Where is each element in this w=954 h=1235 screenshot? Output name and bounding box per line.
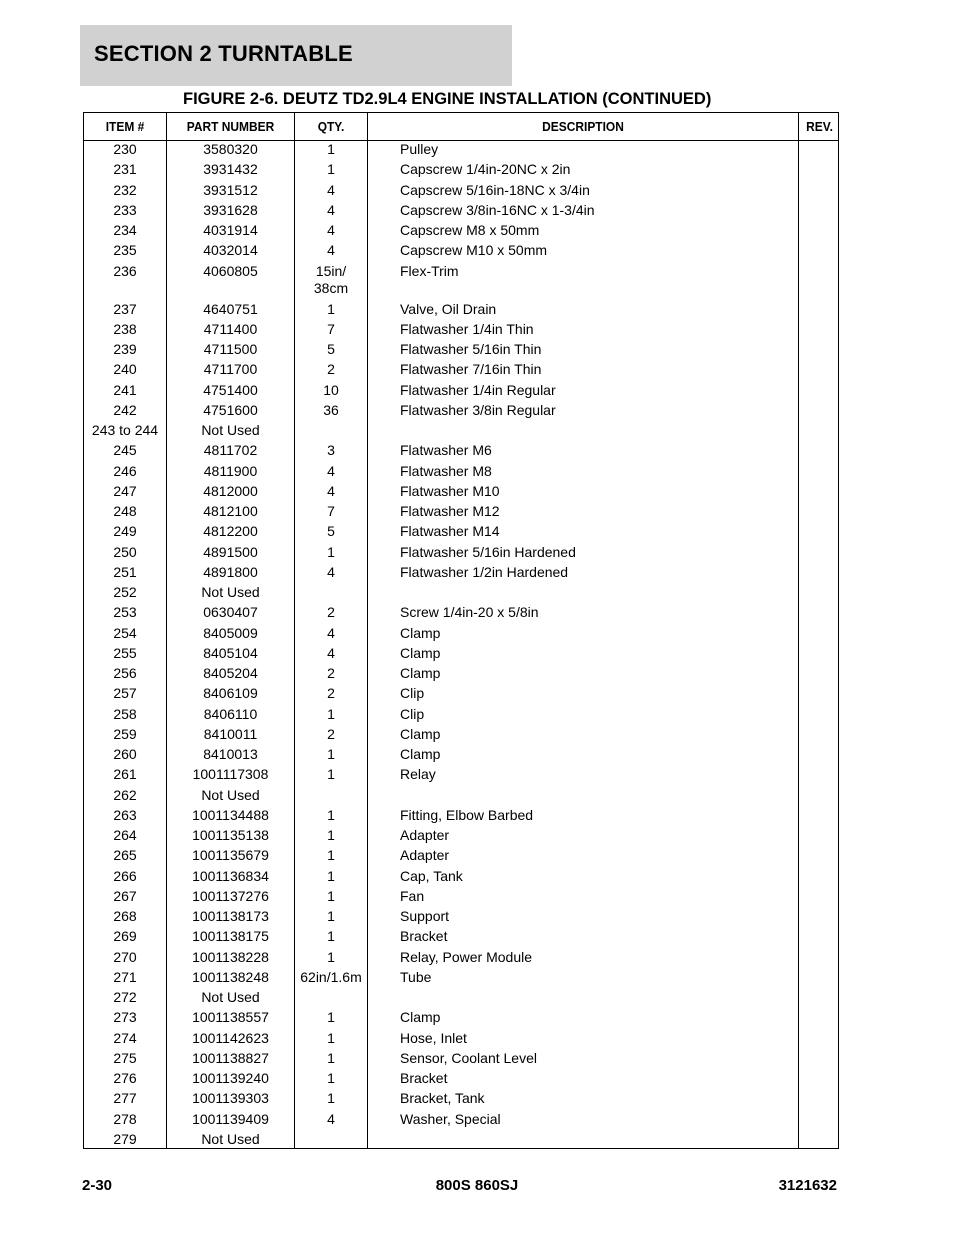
row-qty: 2 xyxy=(327,725,335,742)
row-qty: 2 xyxy=(327,604,335,621)
row-qty: 4 xyxy=(327,1110,335,1127)
row-item: 254 xyxy=(113,624,137,641)
row-qty: 4 xyxy=(327,242,335,259)
row-description: Flatwasher 5/16in Thin xyxy=(400,341,542,357)
table-row xyxy=(84,726,838,746)
table-row xyxy=(84,1050,838,1070)
row-part-number: 1001138173 xyxy=(192,908,269,924)
row-description: Clamp xyxy=(400,665,441,681)
row-item: 246 xyxy=(113,462,137,479)
row-item: 277 xyxy=(113,1090,137,1107)
row-description: Relay xyxy=(400,766,436,783)
row-part-number: 4751600 xyxy=(203,401,258,418)
row-part-number: Not Used xyxy=(201,584,260,600)
row-item: 235 xyxy=(113,242,137,259)
row-description: Flatwasher 1/4in Regular xyxy=(400,381,556,398)
row-part-number: 8410013 xyxy=(203,746,258,762)
row-item: 242 xyxy=(113,401,137,418)
row-description: Flatwasher M10 xyxy=(400,482,500,499)
row-qty: 62in/1.6m xyxy=(300,968,362,985)
table-header-row xyxy=(84,113,838,141)
row-item: 265 xyxy=(113,847,137,864)
row-item: 252 xyxy=(113,584,137,600)
table-row xyxy=(84,888,838,908)
row-qty: 1 xyxy=(327,300,335,317)
table-row xyxy=(84,807,838,827)
row-qty: 4 xyxy=(327,563,335,580)
table-row xyxy=(84,263,838,301)
row-qty: 1 xyxy=(327,908,335,924)
row-part-number: 4812100 xyxy=(203,503,258,519)
header-item: ITEM # xyxy=(105,119,145,134)
row-item: 249 xyxy=(113,523,137,540)
row-qty: 1 xyxy=(327,1090,335,1107)
row-description: Hose, Inlet xyxy=(400,1029,467,1046)
row-item: 231 xyxy=(113,161,137,178)
row-item: 268 xyxy=(113,908,137,924)
table-row xyxy=(84,182,838,202)
row-qty: 1 xyxy=(327,1049,335,1066)
row-item: 243 to 244 xyxy=(91,422,159,438)
row-description: Flatwasher 1/4in Thin xyxy=(400,320,534,337)
row-part-number: 8405009 xyxy=(203,624,258,641)
row-description: Clamp xyxy=(400,1009,441,1026)
row-part-number: 0630407 xyxy=(203,604,258,621)
row-qty: 1 xyxy=(327,543,335,560)
table-row xyxy=(84,503,838,523)
row-qty: 2 xyxy=(327,665,335,681)
table-row xyxy=(84,1090,838,1110)
row-part-number: 1001138228 xyxy=(192,948,269,965)
row-qty: 1 xyxy=(327,847,335,864)
row-part-number: 1001136834 xyxy=(192,867,269,884)
row-item: 269 xyxy=(113,928,137,945)
row-item: 279 xyxy=(113,1130,137,1147)
model-name: 800S 860SJ xyxy=(435,1177,519,1194)
row-part-number: 4811702 xyxy=(203,442,258,459)
row-item: 270 xyxy=(113,948,137,965)
row-part-number: 4812200 xyxy=(203,523,258,540)
row-qty: 36 xyxy=(323,401,339,418)
row-part-number: 1001138827 xyxy=(192,1049,269,1066)
row-part-number: 1001139240 xyxy=(192,1070,269,1086)
row-part-number: 1001135679 xyxy=(192,847,269,864)
row-qty: 1 xyxy=(327,1070,335,1086)
row-description: Flatwasher 1/2in Hardened xyxy=(400,563,569,580)
row-description: Flatwasher 3/8in Regular xyxy=(400,401,556,418)
table-row xyxy=(84,341,838,361)
row-description: Adapter xyxy=(400,827,450,843)
row-part-number: 4031914 xyxy=(203,222,258,238)
table-row xyxy=(84,706,838,726)
section-header xyxy=(80,25,512,86)
row-qty: 1 xyxy=(327,887,335,904)
table-row xyxy=(84,321,838,341)
row-part-number: 1001135138 xyxy=(192,827,269,843)
table-row xyxy=(84,483,838,503)
table-row xyxy=(84,685,838,705)
row-qty: 1 xyxy=(327,141,335,157)
row-description: Capscrew M8 x 50mm xyxy=(400,222,540,238)
row-item: 230 xyxy=(113,141,137,157)
header-part-number: PART NUMBER xyxy=(186,119,275,134)
row-description: Capscrew M10 x 50mm xyxy=(400,242,548,259)
row-item: 248 xyxy=(113,503,137,519)
row-item: 250 xyxy=(113,543,137,560)
table-row xyxy=(84,202,838,222)
row-item: 278 xyxy=(113,1110,137,1127)
row-description: Flatwasher M6 xyxy=(400,442,492,459)
row-qty: 4 xyxy=(327,181,335,198)
row-description: Bracket, Tank xyxy=(400,1090,485,1107)
row-item: 257 xyxy=(113,685,137,702)
row-item: 238 xyxy=(113,320,137,337)
row-description: Flatwasher M14 xyxy=(400,523,500,540)
row-item: 275 xyxy=(113,1049,137,1066)
row-qty: 3 xyxy=(327,442,335,459)
row-item: 261 xyxy=(113,766,137,783)
row-qty: 1 xyxy=(327,867,335,884)
table-row xyxy=(84,665,838,685)
row-qty: 1 xyxy=(327,161,335,178)
row-qty: 4 xyxy=(327,222,335,238)
row-description: Adapter xyxy=(400,847,450,864)
row-description: Flatwasher 7/16in Thin xyxy=(400,361,542,378)
header-qty: QTY. xyxy=(317,119,345,134)
row-description: Screw 1/4in-20 x 5/8in xyxy=(400,604,539,621)
table-row xyxy=(84,908,838,928)
table-row xyxy=(84,382,838,402)
row-part-number: 1001138248 xyxy=(192,968,269,985)
row-part-number: Not Used xyxy=(201,989,260,1005)
row-qty: 1 xyxy=(327,1009,335,1026)
row-part-number: 4711500 xyxy=(203,341,258,357)
row-description: Pulley xyxy=(400,141,439,157)
table-row xyxy=(84,827,838,847)
row-part-number: Not Used xyxy=(201,1130,260,1147)
row-description: Capscrew 3/8in-16NC x 1-3/4in xyxy=(400,201,595,218)
row-description: Fitting, Elbow Barbed xyxy=(400,806,534,823)
row-part-number: Not Used xyxy=(201,422,260,438)
row-description: Flatwasher M8 xyxy=(400,462,492,479)
row-description: Relay, Power Module xyxy=(400,948,533,965)
row-part-number: 3580320 xyxy=(203,141,258,157)
row-description: Bracket xyxy=(400,928,448,945)
row-part-number: 8406109 xyxy=(203,685,258,702)
section-title: SECTION 2 TURNTABLE xyxy=(94,41,353,66)
row-item: 266 xyxy=(113,867,137,884)
table-row xyxy=(84,787,838,807)
row-part-number: 4640751 xyxy=(203,300,258,317)
row-qty: 4 xyxy=(327,462,335,479)
row-part-number: 1001139303 xyxy=(192,1090,269,1107)
row-part-number: 4751400 xyxy=(203,381,258,398)
row-description: Tube xyxy=(400,968,432,985)
row-item: 236 xyxy=(113,262,137,279)
row-item: 245 xyxy=(113,442,137,459)
table-row xyxy=(84,361,838,381)
row-item: 264 xyxy=(113,827,137,843)
row-item: 276 xyxy=(113,1070,137,1086)
row-part-number: 8405104 xyxy=(203,644,258,661)
page-number: 2-30 xyxy=(82,1177,113,1194)
table-row xyxy=(84,242,838,262)
row-qty: 1 xyxy=(327,827,335,843)
table-row xyxy=(84,949,838,969)
row-part-number: 4891500 xyxy=(203,543,258,560)
table-row xyxy=(84,564,838,584)
row-part-number: 4812000 xyxy=(203,482,258,499)
row-part-number: 4060805 xyxy=(203,262,258,279)
table-row xyxy=(84,301,838,321)
row-item: 259 xyxy=(113,725,137,742)
row-description: Washer, Special xyxy=(400,1110,501,1127)
row-qty: 1 xyxy=(327,948,335,965)
row-part-number: 1001139409 xyxy=(192,1110,269,1127)
parts-table xyxy=(83,112,839,1149)
table-row xyxy=(84,422,838,442)
row-qty: 1 xyxy=(327,705,335,722)
row-description: Fan xyxy=(400,887,425,904)
row-description: Bracket xyxy=(400,1070,448,1086)
table-row xyxy=(84,766,838,786)
row-part-number: 3931432 xyxy=(203,161,258,178)
row-qty: 2 xyxy=(327,361,335,378)
row-item: 241 xyxy=(113,381,137,398)
table-row xyxy=(84,222,838,242)
table-row xyxy=(84,746,838,766)
row-part-number: 4032014 xyxy=(203,242,258,259)
row-item: 239 xyxy=(113,341,137,357)
table-row xyxy=(84,1131,838,1151)
row-item: 271 xyxy=(113,968,137,985)
table-row xyxy=(84,868,838,888)
row-part-number: 1001137276 xyxy=(192,887,269,904)
row-part-number: 8410011 xyxy=(203,725,258,742)
row-description: Flex-Trim xyxy=(400,262,459,279)
row-part-number: 3931628 xyxy=(203,201,258,218)
row-item: 267 xyxy=(113,887,137,904)
row-item: 258 xyxy=(113,705,137,722)
document-number: 3121632 xyxy=(778,1177,837,1194)
row-part-number: 4811900 xyxy=(203,462,258,479)
table-row xyxy=(84,584,838,604)
row-description: Clip xyxy=(400,705,425,722)
row-part-number: 4711400 xyxy=(203,320,258,337)
row-qty: 1 xyxy=(327,1029,335,1046)
row-description: Cap, Tank xyxy=(400,867,463,884)
row-item: 240 xyxy=(113,361,137,378)
row-item: 253 xyxy=(113,604,137,621)
row-qty: 5 xyxy=(327,523,335,540)
row-qty: 1 xyxy=(327,766,335,783)
row-qty: 4 xyxy=(327,624,335,641)
table-row xyxy=(84,1009,838,1029)
table-row xyxy=(84,402,838,422)
table-row xyxy=(84,544,838,564)
row-part-number: 8405204 xyxy=(203,665,258,681)
row-item: 255 xyxy=(113,644,137,661)
row-qty: 4 xyxy=(327,201,335,218)
row-part-number: 3931512 xyxy=(203,181,258,198)
table-row xyxy=(84,625,838,645)
table-row xyxy=(84,928,838,948)
row-description: Clamp xyxy=(400,624,441,641)
row-part-number: 8406110 xyxy=(203,705,258,722)
row-item: 251 xyxy=(113,563,137,580)
table-row xyxy=(84,161,838,181)
table-row xyxy=(84,645,838,665)
row-item: 262 xyxy=(113,786,137,803)
row-qty: 7 xyxy=(327,503,335,519)
row-part-number: 1001138175 xyxy=(192,928,269,945)
row-description: Support xyxy=(400,908,450,924)
row-item: 247 xyxy=(113,482,137,499)
row-description: Flatwasher M12 xyxy=(400,503,500,519)
row-description: Flatwasher 5/16in Hardened xyxy=(400,543,576,560)
row-description: Clamp xyxy=(400,644,441,661)
row-qty: 10 xyxy=(323,381,339,398)
row-qty: 5 xyxy=(327,341,335,357)
row-part-number: 1001142623 xyxy=(192,1029,269,1046)
table-row xyxy=(84,1030,838,1050)
header-description: DESCRIPTION xyxy=(542,119,624,134)
row-item: 237 xyxy=(113,300,137,317)
row-description: Capscrew 1/4in-20NC x 2in xyxy=(400,161,571,178)
table-row xyxy=(84,847,838,867)
row-part-number: 1001134488 xyxy=(192,806,269,823)
table-row xyxy=(84,1111,838,1131)
row-qty: 15in/ 38cm xyxy=(313,262,349,296)
table-row xyxy=(84,604,838,624)
row-qty: 1 xyxy=(327,806,335,823)
row-description: Valve, Oil Drain xyxy=(400,300,497,317)
table-row xyxy=(84,463,838,483)
row-qty: 1 xyxy=(327,746,335,762)
row-description: Capscrew 5/16in-18NC x 3/4in xyxy=(400,181,590,198)
row-item: 274 xyxy=(113,1029,137,1046)
table-row xyxy=(84,141,838,161)
row-part-number: 1001117308 xyxy=(192,766,269,783)
row-description: Clip xyxy=(400,685,425,702)
row-item: 272 xyxy=(113,989,137,1005)
table-row xyxy=(84,1070,838,1090)
row-part-number: Not Used xyxy=(201,786,260,803)
figure-title: FIGURE 2-6. DEUTZ TD2.9L4 ENGINE INSTALLATION (CONTINUED) xyxy=(183,90,712,108)
row-description: Clamp xyxy=(400,746,441,762)
table-body xyxy=(84,141,838,1151)
table-row xyxy=(84,989,838,1009)
row-qty: 4 xyxy=(327,644,335,661)
table-row xyxy=(84,523,838,543)
row-qty: 4 xyxy=(327,482,335,499)
row-qty: 7 xyxy=(327,320,335,337)
row-item: 260 xyxy=(113,746,137,762)
row-item: 234 xyxy=(113,222,137,238)
row-item: 232 xyxy=(113,181,137,198)
row-part-number: 4891800 xyxy=(203,563,258,580)
row-description: Clamp xyxy=(400,725,441,742)
row-item: 256 xyxy=(113,665,137,681)
row-item: 263 xyxy=(113,806,137,823)
row-description: Sensor, Coolant Level xyxy=(400,1049,537,1066)
row-part-number: 1001138557 xyxy=(192,1009,269,1026)
row-qty: 2 xyxy=(327,685,335,702)
header-rev: REV. xyxy=(806,119,833,134)
row-item: 273 xyxy=(113,1009,137,1026)
row-item: 233 xyxy=(113,201,137,218)
table-row xyxy=(84,969,838,989)
row-qty: 1 xyxy=(327,928,335,945)
table-row xyxy=(84,442,838,462)
row-part-number: 4711700 xyxy=(203,361,258,378)
